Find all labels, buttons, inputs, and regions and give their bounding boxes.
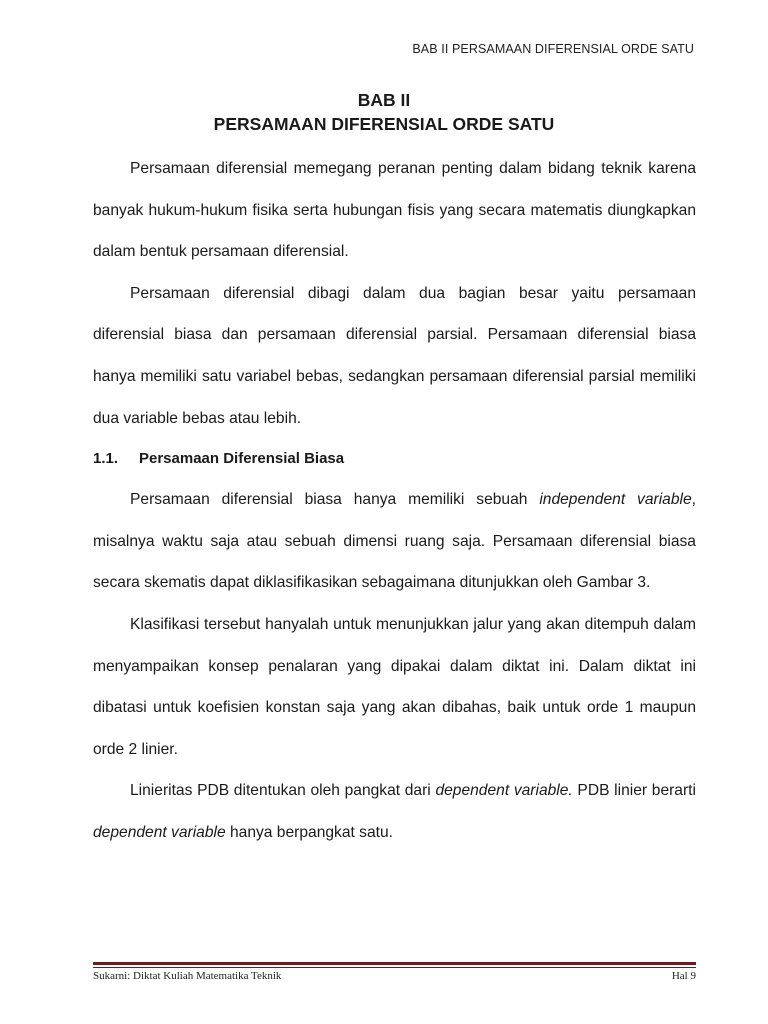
footer-rule bbox=[93, 962, 696, 965]
paragraph-3-italic: independent variable bbox=[539, 491, 692, 509]
paragraph-3-text-b: , misalnya waktu saja atau sebuah dimensi ruang saja. Persamaan diferensial biasa secara skematis dapat diklasifikasikan sebagaimana ditunjukkan oleh Gambar 3. bbox=[93, 491, 696, 592]
chapter-number: BAB II bbox=[357, 90, 411, 110]
paragraph-1: Persamaan diferensial memegang peranan penting dalam bidang teknik karena banyak hukum-hukum fisika serta hubungan fisis yang secara matematis diungkapkan dalam bentuk persamaan diferensial. bbox=[93, 160, 696, 261]
paragraph-5 bbox=[93, 770, 696, 853]
paragraph-2: Persamaan diferensial dibagi dalam dua bagian besar yaitu persamaan diferensial biasa dan persamaan diferensial parsial. Persamaan diferensial biasa hanya memiliki satu variabel bebas, sedangkan persamaan diferensial parsial memiliki dua variable bebas atau lebih. bbox=[93, 284, 696, 427]
paragraph-5-italic-1: dependent variable. bbox=[435, 782, 573, 800]
paragraph-5-text-c: hanya berpangkat satu. bbox=[225, 823, 393, 841]
footer-author: Sukarni: Diktat Kuliah Matematika Teknik bbox=[93, 970, 282, 982]
footer-rule-thin bbox=[93, 967, 696, 968]
paragraph-3-text-a: Persamaan diferensial biasa hanya memiliki sebuah bbox=[130, 491, 540, 509]
section-title: Persamaan Diferensial Biasa bbox=[139, 450, 345, 468]
chapter-title bbox=[0, 88, 768, 136]
section-heading bbox=[93, 439, 696, 479]
body-text bbox=[93, 148, 696, 854]
paragraph-5-text-b: PDB linier berarti bbox=[572, 782, 696, 800]
paragraph-4: Klasifikasi tersebut hanyalah untuk menunjukkan jalur yang akan ditempuh dalam menyampaikan konsep penalaran yang dipakai dalam diktat ini. Dalam diktat ini dibatasi untuk koefisien konstan saja yang akan dibahas, baik untuk orde 1 maupun orde 2 linier. bbox=[93, 615, 696, 758]
running-header: BAB II PERSAMAAN DIFERENSIAL ORDE SATU bbox=[412, 42, 694, 56]
paragraph-5-italic-2: dependent variable bbox=[93, 823, 226, 841]
page-number: Hal 9 bbox=[671, 970, 696, 982]
paragraph-5-text-a: Linieritas PDB ditentukan oleh pangkat dari bbox=[130, 782, 436, 800]
section-number: 1.1. bbox=[93, 450, 119, 468]
chapter-name: PERSAMAAN DIFERENSIAL ORDE SATU bbox=[213, 114, 555, 134]
paragraph-3 bbox=[93, 479, 696, 604]
